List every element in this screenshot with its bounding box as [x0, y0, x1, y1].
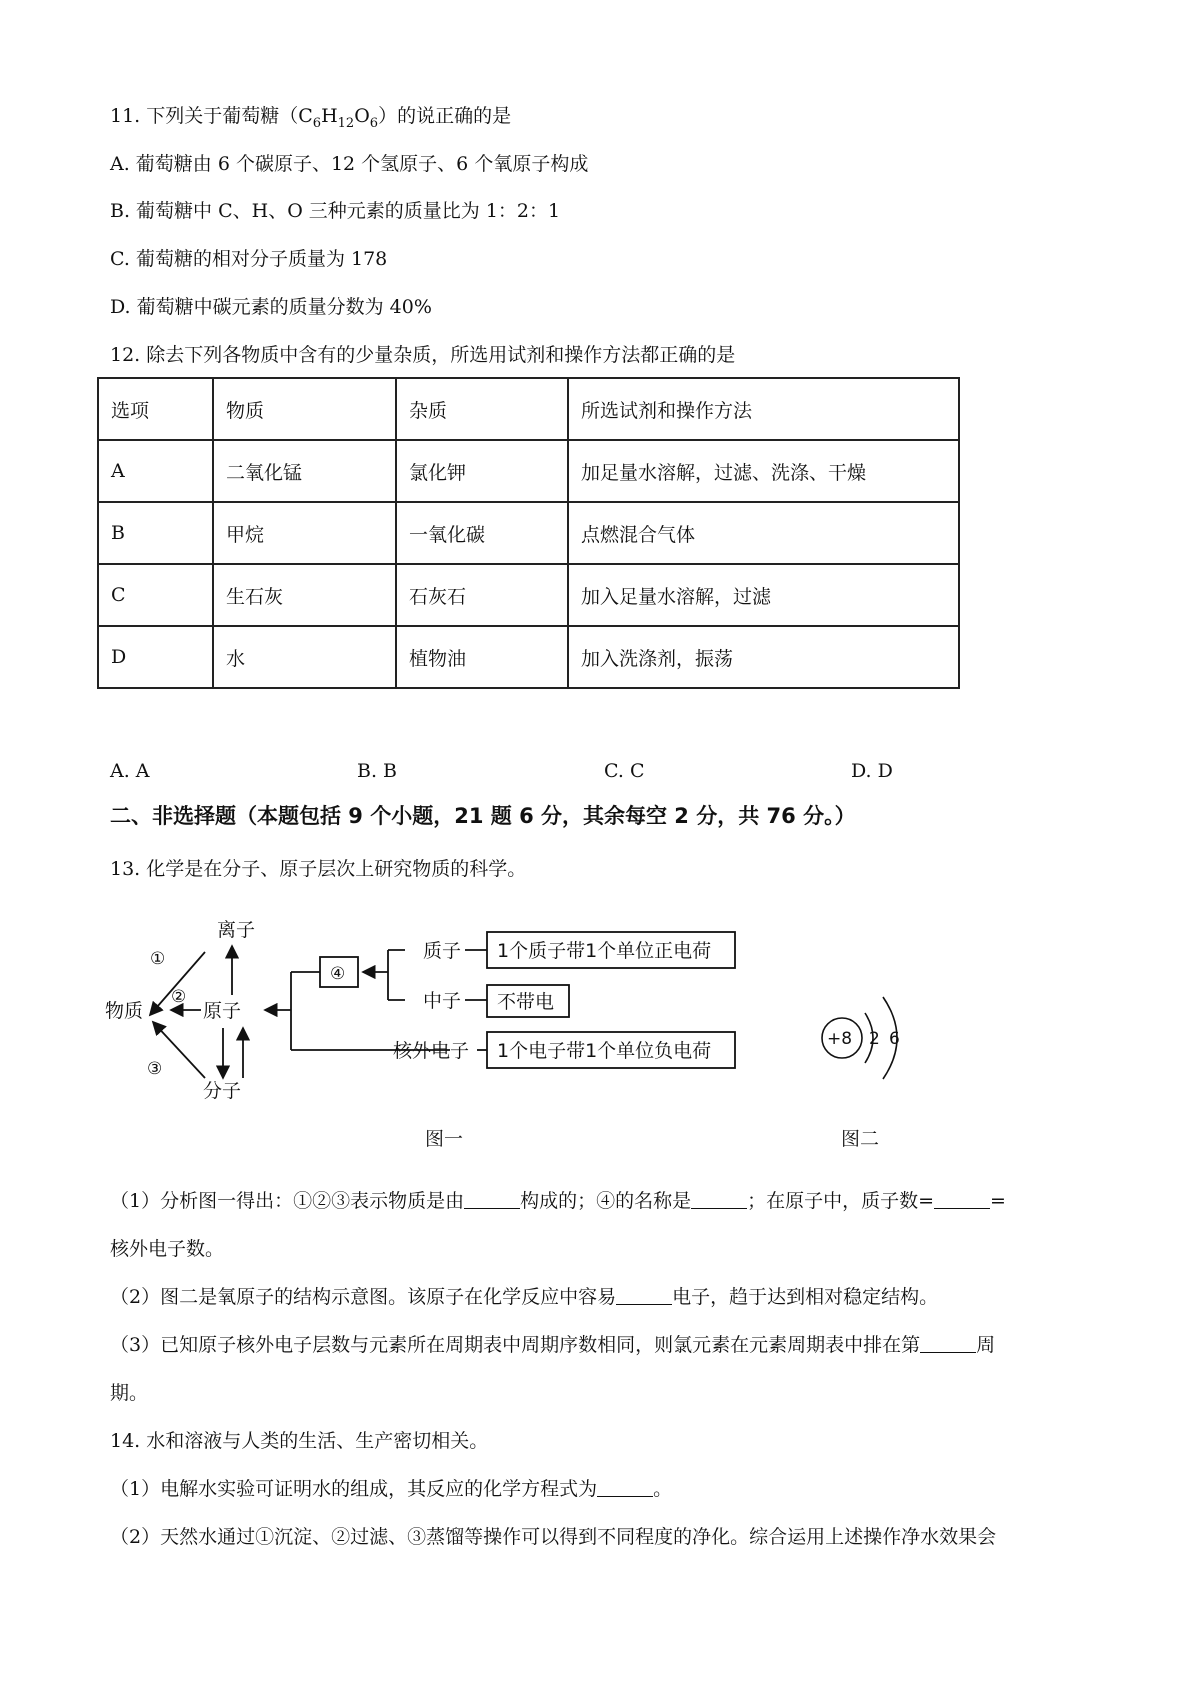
table-header-cell: 所选试剂和操作方法 — [568, 378, 959, 440]
fig1-atom-label: 原子 — [203, 1000, 242, 1022]
fig1-proton-desc: 1个质子带1个单位正电荷 — [497, 940, 712, 962]
fig1-circle-2: ② — [171, 987, 187, 1007]
fig1-circle-1: ① — [150, 949, 166, 969]
table-header-row — [98, 378, 959, 440]
table-cell: 生石灰 — [213, 564, 396, 626]
table-cell: 点燃混合气体 — [568, 502, 959, 564]
table-cell: 氯化钾 — [396, 440, 568, 502]
answer-blank[interactable] — [464, 1190, 520, 1209]
fig1-circle-4: ④ — [330, 964, 346, 984]
table-cell: 石灰石 — [396, 564, 568, 626]
table-cell: 一氧化碳 — [396, 502, 568, 564]
q14-stem: 14. 水和溶液与人类的生活、生产密切相关。 — [110, 1430, 489, 1452]
table-cell: 植物油 — [396, 626, 568, 688]
q13-part-1: （1）分析图一得出：①②③表示物质是由 构成的；④的名称是 ；在原子中，质子数= = — [110, 1190, 1006, 1212]
fig1-electron-desc: 1个电子带1个单位负电荷 — [497, 1040, 712, 1062]
answer-blank[interactable] — [597, 1478, 653, 1497]
fig1-ion-label: 离子 — [217, 919, 256, 941]
q12-table — [97, 377, 960, 689]
q12-choice-c: C. C — [604, 760, 645, 782]
answer-blank[interactable] — [920, 1334, 976, 1353]
table-header-cell: 选项 — [98, 378, 213, 440]
table-cell: B — [98, 502, 213, 564]
fig1-neutron-label: 中子 — [423, 990, 462, 1012]
table-cell: C — [98, 564, 213, 626]
q11-option-a: A. 葡萄糖由 6 个碳原子、12 个氢原子、6 个氧原子构成 — [110, 153, 589, 175]
fig1-neutron-desc: 不带电 — [497, 991, 555, 1013]
table-cell: 二氧化锰 — [213, 440, 396, 502]
fig1-molecule-label: 分子 — [203, 1080, 242, 1102]
q12-choice-a: A. A — [110, 760, 150, 782]
fig1-electron-label: 核外电子 — [393, 1040, 470, 1062]
table-cell: 加足量水溶解，过滤、洗涤、干燥 — [568, 440, 959, 502]
fig2-caption: 图二 — [841, 1128, 880, 1150]
table-cell: D — [98, 626, 213, 688]
answer-blank[interactable] — [934, 1190, 990, 1209]
table-cell: 加入洗涤剂，振荡 — [568, 626, 959, 688]
q11-stem: 11. 下列关于葡萄糖$(C_6H_{12}O_6)$的说正确的是 — [110, 105, 512, 131]
section-heading: 二、非选择题（本题包括 9 个小题，21 题 6 分，其余每空 2 分，共 76 分。） — [110, 804, 856, 828]
q11-option-d: D. 葡萄糖中碳元素的质量分数为 40% — [110, 296, 432, 318]
table-cell: A — [98, 440, 213, 502]
table-header-cell: 物质 — [213, 378, 396, 440]
table-cell: 甲烷 — [213, 502, 396, 564]
q12-choice-d: D. D — [851, 760, 893, 782]
q12-stem: 12. 除去下列各物质中含有的少量杂质，所选用试剂和操作方法都正确的是 — [110, 344, 736, 366]
q13-part-2: （2）图二是氧原子的结构示意图。该原子在化学反应中容易 电子，趋于达到相对稳定结构。 — [110, 1286, 939, 1308]
q13-part-1-cont: 核外电子数。 — [110, 1238, 225, 1260]
table-header-cell: 杂质 — [396, 378, 568, 440]
q11-option-c: C. 葡萄糖的相对分子质量为 178 — [110, 248, 388, 270]
q13-part-3-cont: 期。 — [110, 1382, 149, 1404]
q13-part-3: （3）已知原子核外电子层数与元素所在周期表中周期序数相同，则氯元素在元素周期表中排在第 周 — [110, 1334, 996, 1356]
table-row — [98, 626, 959, 688]
answer-blank[interactable] — [616, 1286, 672, 1305]
fig2-nucleus-charge: +8 — [827, 1029, 853, 1049]
figure-one — [105, 900, 805, 1160]
answer-blank[interactable] — [691, 1190, 747, 1209]
figure-two — [815, 975, 935, 1155]
fig2-shell-2: 6 — [889, 1029, 900, 1049]
fig1-circle-3: ③ — [147, 1059, 163, 1079]
table-cell: 加入足量水溶解，过滤 — [568, 564, 959, 626]
fig1-substance-label: 物质 — [105, 1000, 144, 1022]
table-row — [98, 440, 959, 502]
q14-part-1: （1）电解水实验可证明水的组成，其反应的化学方程式为 。 — [110, 1478, 673, 1500]
table-row — [98, 502, 959, 564]
table-row — [98, 564, 959, 626]
fig2-shell-1: 2 — [869, 1029, 880, 1049]
fig1-caption: 图一 — [425, 1128, 464, 1150]
q14-part-2: （2）天然水通过①沉淀、②过滤、③蒸馏等操作可以得到不同程度的净化。综合运用上述操作净水效果会 — [110, 1526, 997, 1548]
fig1-proton-label: 质子 — [423, 940, 462, 962]
q11-option-b: B. 葡萄糖中 C、H、O 三种元素的质量比为 1：2：1 — [110, 200, 561, 222]
table-cell: 水 — [213, 626, 396, 688]
q13-stem: 13. 化学是在分子、原子层次上研究物质的科学。 — [110, 858, 527, 880]
q12-choice-b: B. B — [357, 760, 398, 782]
